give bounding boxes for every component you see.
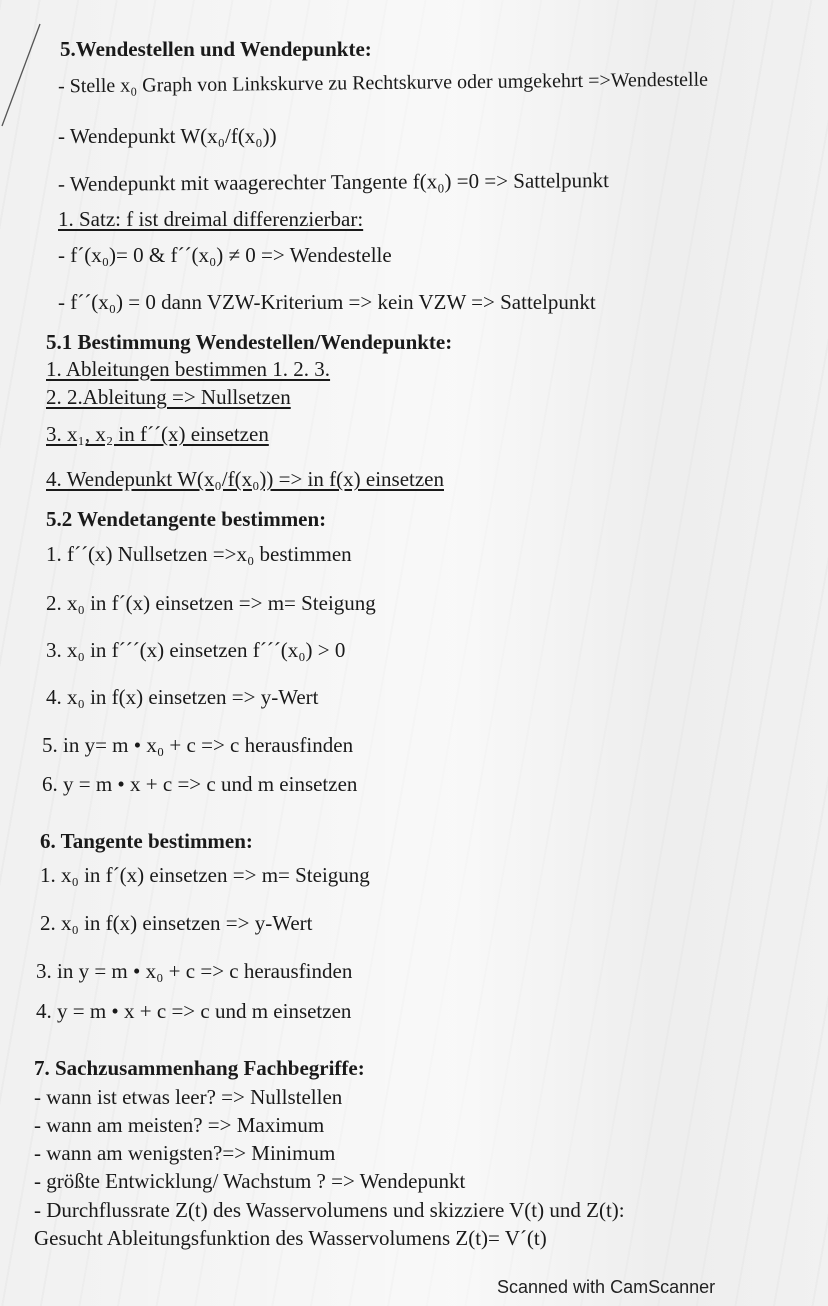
section5-line-2: - Wendepunkt W(x₀/f(x₀))	[58, 124, 277, 148]
section52-heading: 5.2 Wendetangente bestimmen:	[46, 507, 327, 531]
section51-step-3: 3. x₁, x₂ in f´´(x) einsetzen	[46, 422, 269, 446]
section7-heading: 7. Sachzusammenhang Fachbegriffe:	[34, 1056, 365, 1080]
section51-step-4: 4. Wendepunkt W(x₀/f(x₀)) => in f(x) einsetzen	[46, 467, 444, 491]
section5-heading: 5.Wendestellen und Wendepunkte:	[60, 37, 372, 61]
section5-line-3: - Wendepunkt mit waagerechter Tangente f(x₀) =0 => Sattelpunkt	[57, 168, 609, 196]
section6-step-1: 1. x₀ in f´(x) einsetzen => m= Steigung	[40, 863, 370, 887]
section7-line-3: - wann am wenigsten?=> Minimum	[34, 1141, 336, 1165]
section51-step-1: 1. Ableitungen bestimmen 1. 2. 3.	[46, 357, 331, 381]
section52-step-1: 1. f´´(x) Nullsetzen =>x₀ bestimmen	[46, 542, 352, 566]
section7-line-4: - größte Entwicklung/ Wachstum ? => Wendepunkt	[34, 1169, 466, 1193]
scanner-watermark: Scanned with CamScanner	[497, 1277, 716, 1297]
section52-step-4: 4. x₀ in f(x) einsetzen => y-Wert	[46, 685, 319, 709]
section51-step-2: 2. 2.Ableitung => Nullsetzen	[46, 385, 291, 409]
section52-step-5: 5. in y= m • x₀ + c => c herausfinden	[42, 733, 354, 757]
section6-step-2: 2. x₀ in f(x) einsetzen => y-Wert	[40, 911, 313, 935]
satz-title: 1. Satz: f ist dreimal differenzierbar:	[58, 207, 364, 231]
section7-line-2: - wann am meisten? => Maximum	[34, 1113, 325, 1137]
section7-line-6: Gesucht Ableitungsfunktion des Wasservolumens Z(t)= V´(t)	[34, 1226, 547, 1250]
section52-step-2: 2. x₀ in f´(x) einsetzen => m= Steigung	[46, 591, 376, 615]
section6-step-3: 3. in y = m • x₀ + c => c herausfinden	[36, 959, 353, 983]
section6-step-4: 4. y = m • x + c => c und m einsetzen	[36, 999, 352, 1023]
paper-fold-line	[0, 22, 60, 132]
section52-step-6: 6. y = m • x + c => c und m einsetzen	[42, 772, 358, 796]
satz-line-2: - f´´(x₀) = 0 dann VZW-Kriterium => kein VZW => Sattelpunkt	[58, 290, 596, 314]
section7-line-1: - wann ist etwas leer? => Nullstellen	[34, 1085, 343, 1109]
section7-line-5: - Durchflussrate Z(t) des Wasservolumens und skizziere V(t) und Z(t):	[34, 1198, 625, 1222]
section5-line-1: - Stelle x₀ Graph von Linkskurve zu Rechtskurve oder umgekehrt =>Wendestelle	[57, 68, 709, 98]
section6-heading: 6. Tangente bestimmen:	[40, 829, 253, 853]
satz-line-1: - f´(x₀)= 0 & f´´(x₀) ≠ 0 => Wendestelle	[58, 243, 392, 267]
section51-heading: 5.1 Bestimmung Wendestellen/Wendepunkte:	[46, 330, 453, 354]
section52-step-3: 3. x₀ in f´´´(x) einsetzen f´´´(x₀) > 0	[46, 638, 346, 662]
